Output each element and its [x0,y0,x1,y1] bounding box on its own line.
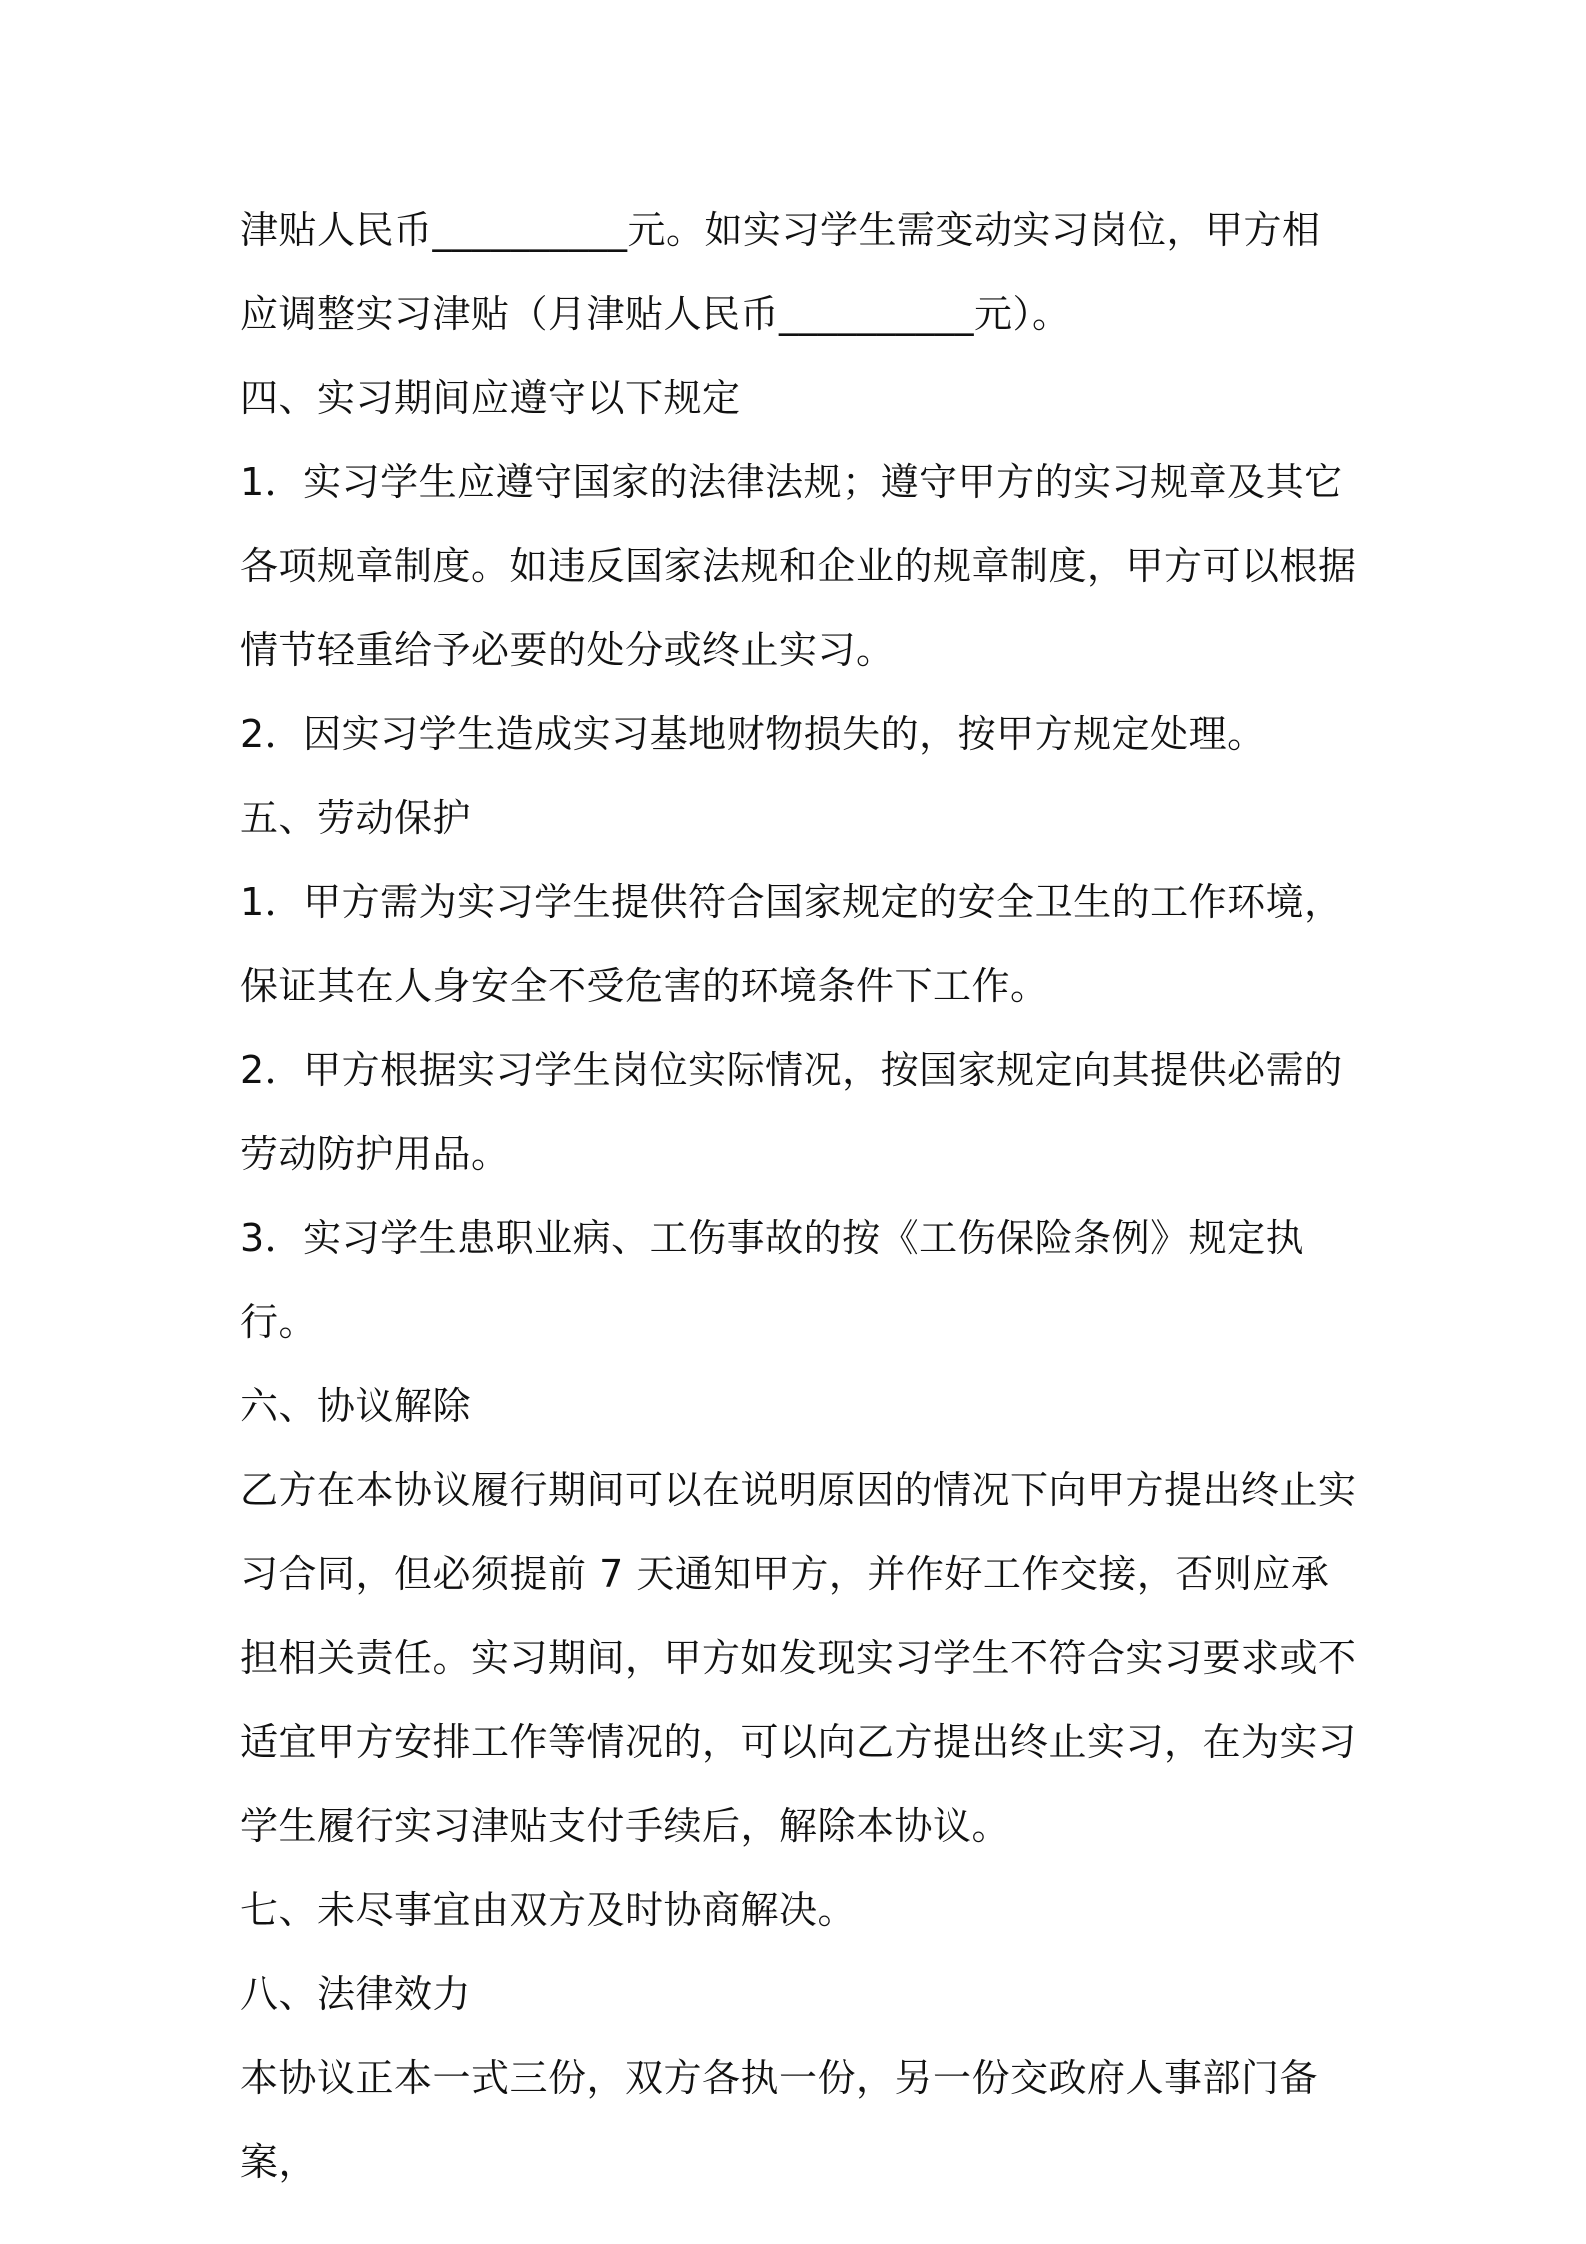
section-heading-5-labor-protection: 五、劳动保护 [240,796,472,840]
paragraph-protection-2: 2．甲方根据实习学生岗位实际情况，按国家规定向其提供必需的劳动防护用品。 [240,1048,1343,1176]
paragraph-termination: 乙方在本协议履行期间可以在说明原因的情况下向甲方提出终止实习合同，但必须提前 7 天通知甲方，并作好工作交接，否则应承担相关责任。实习期间，甲方如发现实习学生不符合实习要求或不适宜甲方安排工作等情况的，可以向乙方提出终止实习，在为实习学生履行实习津贴支付手续后，解除本协议。 [240,1468,1357,1848]
paragraph-rule-2: 2．因实习学生造成实习基地财物损失的，按甲方规定处理。 [240,712,1266,756]
section-heading-6-termination: 六、协议解除 [240,1384,472,1428]
paragraph-legal-effect: 本协议正本一式三份，双方各执一份，另一份交政府人事部门备案， [240,2056,1319,2184]
section-heading-8-legal-effect: 八、法律效力 [240,1972,472,2016]
section-heading-7-other-matters: 七、未尽事宜由双方及时协商解决。 [240,1888,857,1932]
paragraph-allowance-adjustment: 津贴人民币__________元。如实习学生需变动实习岗位，甲方相应调整实习津贴（月津贴人民币__________元）。 [240,208,1321,336]
paragraph-rule-1: 1．实习学生应遵守国家的法律法规；遵守甲方的实习规章及其它各项规章制度。如违反国家法规和企业的规章制度，甲方可以根据情节轻重给予必要的处分或终止实习。 [240,460,1357,672]
document-body [240,188,1358,2204]
paragraph-protection-1: 1．甲方需为实习学生提供符合国家规定的安全卫生的工作环境，保证其在人身安全不受危害的环境条件下工作。 [240,880,1343,1008]
paragraph-protection-3: 3．实习学生患职业病、工伤事故的按《工伤保险条例》规定执行。 [240,1216,1305,1344]
section-heading-4-rules: 四、实习期间应遵守以下规定 [240,376,741,420]
